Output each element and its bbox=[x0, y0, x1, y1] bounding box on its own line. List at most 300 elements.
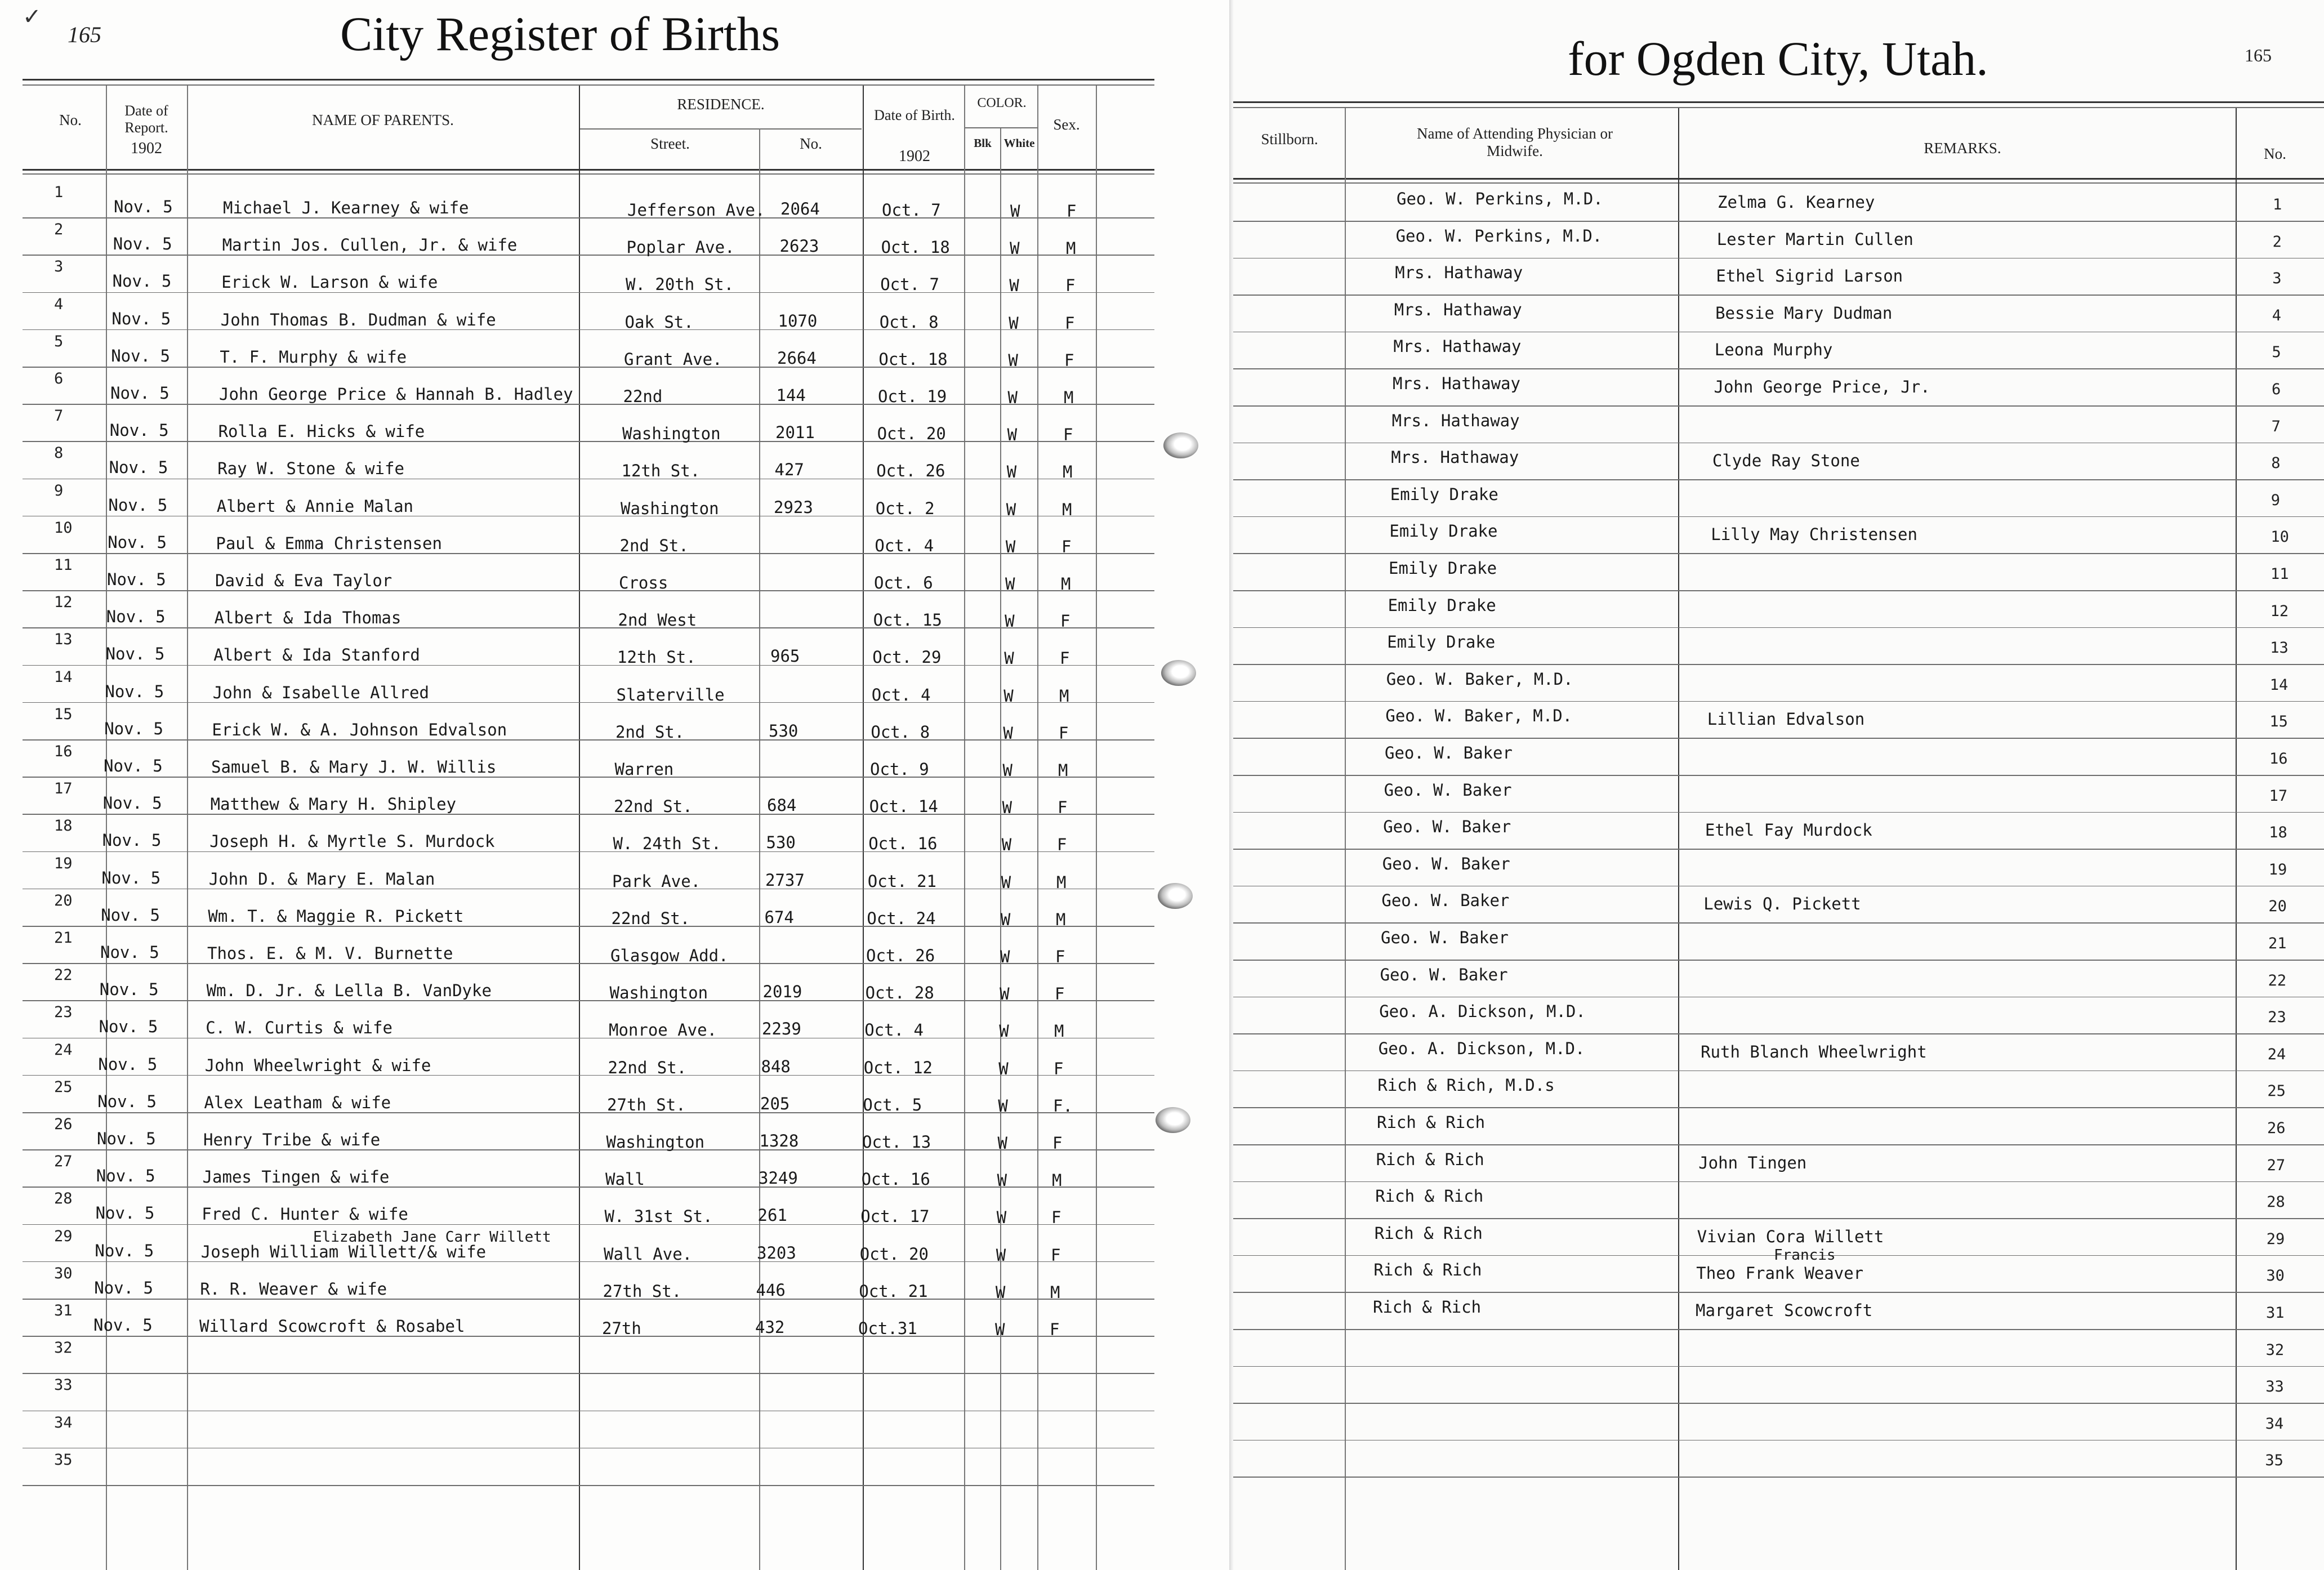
row-number: 10 bbox=[54, 519, 73, 537]
column-divider bbox=[1096, 86, 1097, 1570]
attending-physician: Geo. W. Baker bbox=[1382, 854, 1510, 873]
residence-street: Warren bbox=[614, 760, 674, 779]
header-report-year: 1902 bbox=[131, 140, 162, 157]
date-of-birth: Oct. 16 bbox=[868, 834, 938, 854]
sex-mark: M bbox=[1056, 872, 1067, 892]
right-row-number: 1 bbox=[2273, 196, 2282, 213]
residence-number: 848 bbox=[761, 1056, 791, 1076]
residence-number: 2239 bbox=[762, 1019, 801, 1039]
residence-number: 3249 bbox=[759, 1168, 798, 1188]
left-row-rule bbox=[23, 1149, 1154, 1150]
sex-mark: M bbox=[1066, 239, 1076, 258]
left-row-rule bbox=[23, 665, 1154, 666]
color-mark: W bbox=[1003, 686, 1014, 706]
check-mark-icon: ✓ bbox=[23, 4, 42, 29]
date-of-report: Nov. 5 bbox=[111, 309, 171, 328]
parents-name: Matthew & Mary H. Shipley bbox=[210, 795, 457, 814]
residence-number: 3203 bbox=[757, 1243, 796, 1263]
remarks: Theo Frank Weaver bbox=[1696, 1264, 1864, 1283]
column-divider bbox=[1345, 108, 1346, 1570]
date-of-report: Nov. 5 bbox=[114, 197, 173, 216]
residence-street: Poplar Ave. bbox=[626, 238, 735, 257]
color-mark: W bbox=[1007, 425, 1018, 445]
parents-name: Michael J. Kearney & wife bbox=[223, 198, 469, 217]
residence-number: 144 bbox=[776, 386, 806, 405]
date-of-report: Nov. 5 bbox=[99, 980, 159, 1000]
left-row-rule bbox=[23, 255, 1154, 256]
date-of-report: Nov. 5 bbox=[104, 756, 163, 775]
residence-street: Slaterville bbox=[616, 685, 725, 704]
left-row-rule bbox=[23, 1336, 1154, 1337]
attending-physician: Emily Drake bbox=[1390, 484, 1498, 504]
attending-physician: Geo. W. Baker, M.D. bbox=[1386, 669, 1573, 689]
sex-mark: F bbox=[1065, 313, 1075, 333]
row-number: 1 bbox=[54, 184, 64, 201]
attending-physician: Geo. W. Baker bbox=[1383, 817, 1511, 837]
date-of-report: Nov. 5 bbox=[111, 346, 170, 365]
attending-physician: Mrs. Hathaway bbox=[1391, 448, 1519, 467]
column-divider bbox=[964, 86, 965, 1570]
residence-street: 2nd West bbox=[618, 610, 697, 630]
row-number: 18 bbox=[54, 817, 73, 835]
residence-street: 27th bbox=[602, 1319, 641, 1338]
left-row-rule bbox=[23, 963, 1154, 964]
row-number: 19 bbox=[54, 854, 73, 872]
attending-physician: Rich & Rich, M.D.s bbox=[1377, 1076, 1555, 1095]
right-row-rule bbox=[1233, 332, 2324, 333]
color-mark: W bbox=[997, 1171, 1007, 1190]
right-page-title: for Ogden City, Utah. bbox=[1568, 32, 1988, 86]
right-row-rule bbox=[1233, 664, 2324, 665]
header-bottom-rule bbox=[23, 169, 1154, 171]
color-mark: W bbox=[1007, 388, 1018, 407]
residence-street: Oak St. bbox=[625, 312, 694, 332]
residence-number: 2737 bbox=[765, 870, 805, 890]
color-mark: W bbox=[998, 1059, 1009, 1078]
left-row-rule bbox=[23, 1261, 1154, 1263]
date-of-report: Nov. 5 bbox=[102, 831, 162, 850]
attending-physician: Mrs. Hathaway bbox=[1391, 411, 1520, 430]
remarks: Lillian Edvalson bbox=[1707, 710, 1865, 729]
row-number: 28 bbox=[54, 1190, 73, 1208]
left-row-rule bbox=[23, 1299, 1154, 1300]
row-number: 11 bbox=[54, 556, 73, 574]
right-row-number: 17 bbox=[2269, 787, 2288, 805]
right-row-rule bbox=[1233, 1218, 2324, 1219]
right-row-number: 12 bbox=[2270, 602, 2289, 620]
color-mark: W bbox=[1006, 462, 1017, 482]
sex-mark: F bbox=[1051, 1245, 1061, 1265]
residence-street: Wall Ave. bbox=[604, 1244, 693, 1264]
row-number: 15 bbox=[54, 705, 73, 723]
header-residence-number: No. bbox=[800, 135, 822, 152]
sex-mark: F bbox=[1057, 835, 1067, 855]
date-of-report: Nov. 5 bbox=[105, 644, 165, 664]
date-of-birth: Oct. 18 bbox=[881, 238, 950, 257]
date-of-report: Nov. 5 bbox=[97, 1129, 156, 1148]
left-row-rule bbox=[23, 1373, 1154, 1374]
sex-mark: F bbox=[1054, 1059, 1064, 1078]
residence-street: Jefferson Ave. bbox=[627, 200, 765, 220]
right-row-number: 15 bbox=[2269, 713, 2288, 731]
residence-number: 674 bbox=[764, 907, 794, 927]
header-remarks: REMARKS. bbox=[1924, 140, 2001, 157]
residence-street: 12th St. bbox=[621, 461, 701, 481]
sex-mark: M bbox=[1052, 1171, 1062, 1190]
right-row-rule bbox=[1233, 479, 2324, 480]
parents-name: Thos. E. & M. V. Burnette bbox=[207, 944, 453, 963]
right-row-number: 34 bbox=[2265, 1415, 2284, 1433]
parents-name: Ray W. Stone & wife bbox=[217, 459, 404, 479]
right-row-number: 16 bbox=[2269, 750, 2288, 768]
color-mark: W bbox=[1010, 202, 1020, 221]
residence-street: 12th St. bbox=[617, 648, 696, 667]
parents-name: T. F. Murphy & wife bbox=[220, 347, 407, 367]
right-row-rule bbox=[1233, 1071, 2324, 1072]
column-divider bbox=[579, 86, 580, 1570]
color-mark: W bbox=[996, 1208, 1007, 1228]
residence-number: 2011 bbox=[775, 423, 815, 443]
date-of-birth: Oct. 7 bbox=[882, 200, 941, 220]
row-number: 27 bbox=[54, 1153, 73, 1171]
right-row-number: 4 bbox=[2272, 306, 2282, 324]
attending-physician: Geo. A. Dickson, M.D. bbox=[1378, 1038, 1585, 1058]
residence-number: 1070 bbox=[778, 311, 818, 331]
row-number: 20 bbox=[54, 891, 73, 909]
attending-physician: Emily Drake bbox=[1388, 595, 1496, 615]
date-of-birth: Oct. 13 bbox=[862, 1132, 931, 1152]
right-row-rule bbox=[1233, 1477, 2324, 1478]
date-of-birth: Oct. 8 bbox=[871, 722, 930, 742]
attending-physician: Emily Drake bbox=[1387, 632, 1496, 652]
residence-number: 432 bbox=[755, 1318, 785, 1337]
header-top-rule-inner bbox=[1233, 107, 2324, 108]
date-of-birth: Oct. 6 bbox=[874, 573, 933, 592]
date-of-report: Nov. 5 bbox=[94, 1278, 153, 1297]
parents-name: James Tingen & wife bbox=[202, 1167, 390, 1187]
header-name-of-parents: NAME OF PARENTS. bbox=[312, 111, 454, 128]
residence-number: 427 bbox=[774, 460, 804, 480]
remarks: Lester Martin Cullen bbox=[1716, 229, 1913, 249]
residence-number: 205 bbox=[760, 1094, 790, 1113]
right-row-number: 3 bbox=[2272, 270, 2282, 288]
residence-number: 2664 bbox=[777, 348, 817, 368]
left-page-number: 165 bbox=[68, 22, 101, 47]
right-row-rule bbox=[1233, 775, 2324, 776]
sex-mark: M bbox=[1058, 761, 1068, 780]
color-mark: W bbox=[1001, 872, 1011, 892]
parents-name: Erick W. Larson & wife bbox=[221, 273, 438, 292]
date-of-report: Nov. 5 bbox=[108, 495, 168, 515]
parents-name: John Wheelwright & wife bbox=[204, 1055, 431, 1075]
date-of-birth: Oct. 21 bbox=[867, 871, 937, 891]
parents-name: Rolla E. Hicks & wife bbox=[218, 422, 425, 441]
attending-physician: Geo. W. Baker bbox=[1381, 891, 1510, 911]
left-row-rule bbox=[23, 702, 1154, 703]
date-of-report: Nov. 5 bbox=[100, 943, 159, 962]
header-bottom-rule-inner bbox=[1233, 182, 2324, 184]
right-row-rule bbox=[1233, 1033, 2324, 1034]
residence-number: 1328 bbox=[759, 1131, 799, 1150]
date-of-birth: Oct. 26 bbox=[876, 461, 945, 481]
date-of-report: Nov. 5 bbox=[109, 458, 168, 478]
parents-name-annotation: Elizabeth Jane Carr Willett bbox=[313, 1228, 551, 1246]
attending-physician: Rich & Rich bbox=[1377, 1113, 1486, 1132]
attending-physician: Mrs. Hathaway bbox=[1393, 337, 1522, 356]
right-row-rule bbox=[1233, 443, 2324, 444]
right-row-number: 19 bbox=[2268, 860, 2287, 878]
right-row-rule bbox=[1233, 1403, 2324, 1404]
column-divider bbox=[759, 128, 760, 1570]
date-of-report: Nov. 5 bbox=[101, 868, 161, 887]
residence-street: Cross bbox=[619, 573, 668, 592]
color-mark: W bbox=[1008, 350, 1018, 370]
left-row-rule bbox=[23, 441, 1154, 442]
right-row-rule bbox=[1233, 553, 2324, 554]
remarks: Leona Murphy bbox=[1714, 340, 1833, 360]
left-row-rule bbox=[23, 814, 1154, 815]
date-of-report: Nov. 5 bbox=[99, 1017, 158, 1037]
residence-number: 2923 bbox=[774, 497, 813, 517]
date-of-birth: Oct. 28 bbox=[865, 983, 934, 1003]
residence-street: Wall bbox=[605, 1170, 645, 1189]
column-divider bbox=[1678, 108, 1679, 1570]
date-of-birth: Oct. 5 bbox=[863, 1095, 922, 1114]
date-of-report: Nov. 5 bbox=[107, 570, 166, 589]
right-row-rule bbox=[1233, 295, 2324, 296]
left-row-rule bbox=[23, 1224, 1154, 1225]
attending-physician: Mrs. Hathaway bbox=[1395, 263, 1523, 283]
color-mark: W bbox=[1002, 761, 1012, 780]
parents-name: Willard Scowcroft & Rosabel bbox=[199, 1317, 465, 1336]
date-of-birth: Oct. 4 bbox=[864, 1020, 924, 1040]
attending-physician: Mrs. Hathaway bbox=[1394, 300, 1522, 319]
residence-street: W. 24th St. bbox=[613, 834, 721, 854]
remarks: Vivian Cora Willett bbox=[1697, 1226, 1884, 1246]
date-of-birth: Oct. 7 bbox=[880, 275, 939, 295]
residence-street: Glasgow Add. bbox=[610, 946, 729, 965]
sex-mark: F. bbox=[1053, 1096, 1073, 1116]
sex-mark: M bbox=[1050, 1282, 1060, 1302]
left-row-rule bbox=[23, 479, 1154, 480]
date-of-birth: Oct. 24 bbox=[867, 908, 936, 928]
remarks: Bessie Mary Dudman bbox=[1715, 303, 1893, 323]
row-number: 21 bbox=[54, 929, 73, 947]
right-row-number: 13 bbox=[2270, 639, 2289, 657]
row-number: 25 bbox=[54, 1078, 73, 1096]
right-row-number: 27 bbox=[2267, 1156, 2286, 1174]
parents-name: Albert & Ida Thomas bbox=[214, 608, 402, 628]
attending-physician: Emily Drake bbox=[1389, 559, 1497, 578]
left-row-rule bbox=[23, 1075, 1154, 1076]
attending-physician: Geo. W. Baker bbox=[1380, 965, 1508, 984]
right-row-rule bbox=[1233, 812, 2324, 813]
parents-name: Martin Jos. Cullen, Jr. & wife bbox=[222, 235, 518, 255]
sex-mark: F bbox=[1060, 612, 1070, 631]
date-of-birth: Oct. 4 bbox=[871, 685, 931, 704]
parents-name: Alex Leatham & wife bbox=[204, 1092, 391, 1112]
right-row-number: 30 bbox=[2266, 1267, 2285, 1285]
parents-name: Albert & Annie Malan bbox=[216, 496, 413, 516]
color-subheader-rule bbox=[965, 127, 1038, 128]
residence-street: 22nd St. bbox=[611, 908, 690, 928]
left-row-rule bbox=[23, 590, 1154, 591]
remarks: Ethel Sigrid Larson bbox=[1716, 266, 1903, 286]
parents-name: Paul & Emma Christensen bbox=[216, 533, 442, 553]
date-of-birth: Oct. 2 bbox=[875, 498, 935, 518]
date-of-birth: Oct. 9 bbox=[870, 760, 929, 779]
row-number: 5 bbox=[54, 332, 64, 350]
right-row-rule bbox=[1233, 258, 2324, 259]
header-right-no: No. bbox=[2264, 145, 2286, 162]
row-number: 31 bbox=[54, 1302, 73, 1319]
row-number: 17 bbox=[54, 780, 73, 798]
residence-number: 530 bbox=[766, 833, 796, 853]
right-row-number: 11 bbox=[2271, 565, 2289, 583]
binder-hole bbox=[1161, 660, 1196, 686]
row-number: 14 bbox=[54, 668, 73, 686]
parents-name: Samuel B. & Mary J. W. Willis bbox=[211, 757, 497, 777]
date-of-report: Nov. 5 bbox=[106, 607, 166, 627]
date-of-birth: Oct. 16 bbox=[861, 1170, 930, 1189]
left-row-rule bbox=[23, 1000, 1154, 1001]
left-row-rule bbox=[23, 627, 1154, 628]
left-row-rule bbox=[23, 1448, 1154, 1449]
left-row-rule bbox=[23, 889, 1154, 890]
parents-name: Joseph William Willett/& wife bbox=[200, 1242, 487, 1261]
sex-mark: F bbox=[1061, 537, 1072, 556]
date-of-report: Nov. 5 bbox=[96, 1166, 155, 1186]
left-page-title: City Register of Births bbox=[340, 7, 780, 61]
color-mark: W bbox=[995, 1282, 1006, 1302]
right-row-rule bbox=[1233, 738, 2324, 739]
left-row-rule bbox=[23, 1112, 1154, 1113]
row-number: 22 bbox=[54, 966, 73, 984]
sex-mark: F bbox=[1058, 798, 1068, 818]
right-row-number: 2 bbox=[2272, 233, 2282, 251]
row-number: 33 bbox=[54, 1376, 73, 1394]
residence-number: 2064 bbox=[780, 199, 820, 218]
color-mark: W bbox=[996, 1245, 1006, 1265]
remarks: John George Price, Jr. bbox=[1714, 377, 1930, 396]
residence-street: 2nd St. bbox=[615, 722, 685, 742]
left-row-rule bbox=[23, 217, 1154, 218]
date-of-birth: Oct. 4 bbox=[875, 536, 934, 555]
residence-street: 27th St. bbox=[603, 1281, 682, 1301]
color-mark: W bbox=[1006, 499, 1016, 519]
color-mark: W bbox=[1003, 723, 1013, 743]
left-row-rule bbox=[23, 1485, 1154, 1486]
row-number: 9 bbox=[54, 481, 64, 499]
header-top-rule bbox=[1233, 101, 2324, 103]
date-of-birth: Oct. 18 bbox=[878, 349, 948, 369]
color-mark: W bbox=[1000, 984, 1010, 1004]
column-divider bbox=[863, 86, 864, 1570]
column-divider bbox=[1000, 128, 1001, 1570]
date-of-birth: Oct. 19 bbox=[878, 387, 947, 406]
sex-mark: M bbox=[1061, 574, 1071, 594]
date-of-report: Nov. 5 bbox=[104, 719, 163, 738]
date-of-report: Nov. 5 bbox=[98, 1054, 158, 1074]
right-row-rule bbox=[1233, 849, 2324, 850]
header-top-rule-inner bbox=[23, 84, 1154, 86]
left-row-rule bbox=[23, 1038, 1154, 1039]
date-of-report: Nov. 5 bbox=[105, 681, 164, 701]
sex-mark: M bbox=[1062, 499, 1072, 519]
color-mark: W bbox=[1004, 649, 1014, 668]
residence-street: 22nd bbox=[623, 387, 663, 406]
sex-mark: F bbox=[1067, 202, 1077, 221]
attending-physician: Mrs. Hathaway bbox=[1393, 374, 1520, 393]
right-row-rule bbox=[1233, 516, 2324, 518]
color-mark: W bbox=[1000, 947, 1010, 966]
residence-street: 2nd St. bbox=[619, 536, 689, 555]
binder-hole bbox=[1158, 883, 1193, 909]
header-date-of-report: Date of Report. bbox=[124, 102, 168, 136]
date-of-birth: Oct. 29 bbox=[872, 648, 942, 667]
right-row-rule bbox=[1233, 590, 2324, 591]
parents-name: John George Price & Hannah B. Hadley bbox=[219, 385, 573, 404]
sex-mark: F bbox=[1052, 1134, 1063, 1153]
attending-physician: Rich & Rich bbox=[1374, 1223, 1483, 1243]
date-of-birth: Oct. 14 bbox=[869, 797, 938, 817]
date-of-birth: Oct. 20 bbox=[859, 1244, 929, 1264]
row-number: 23 bbox=[54, 1003, 73, 1022]
header-no: No. bbox=[59, 111, 82, 128]
date-of-report: Nov. 5 bbox=[97, 1091, 157, 1111]
left-row-rule bbox=[23, 516, 1154, 517]
attending-physician: Geo. W. Perkins, M.D. bbox=[1397, 189, 1603, 208]
color-mark: W bbox=[999, 1022, 1009, 1041]
row-number: 29 bbox=[54, 1227, 73, 1245]
row-number: 24 bbox=[54, 1041, 73, 1059]
parents-name: David & Eva Taylor bbox=[215, 571, 392, 590]
parents-name: John D. & Mary E. Malan bbox=[208, 869, 435, 889]
right-row-number: 32 bbox=[2265, 1341, 2285, 1359]
right-row-number: 22 bbox=[2268, 971, 2287, 989]
right-row-number: 21 bbox=[2268, 935, 2287, 952]
remarks: John Tingen bbox=[1698, 1153, 1807, 1172]
left-row-rule bbox=[23, 926, 1154, 927]
right-row-number: 31 bbox=[2266, 1304, 2285, 1322]
residence-street: Washington bbox=[606, 1132, 705, 1152]
row-number: 4 bbox=[54, 295, 64, 313]
column-divider bbox=[187, 86, 188, 1570]
row-number: 13 bbox=[54, 631, 73, 649]
right-row-number: 29 bbox=[2266, 1230, 2285, 1248]
residence-number: 261 bbox=[757, 1206, 787, 1225]
right-row-number: 9 bbox=[2271, 491, 2281, 509]
attending-physician: Rich & Rich bbox=[1373, 1297, 1482, 1317]
header-color-white: White bbox=[1003, 136, 1035, 150]
remarks: Lilly May Christensen bbox=[1711, 525, 1917, 545]
header-birth-year: 1902 bbox=[899, 148, 930, 165]
sex-mark: F bbox=[1064, 350, 1074, 370]
date-of-birth: Oct. 26 bbox=[866, 946, 935, 965]
residence-number: 530 bbox=[769, 721, 799, 741]
right-row-rule bbox=[1233, 627, 2324, 628]
column-divider bbox=[1037, 86, 1038, 1570]
sex-mark: F bbox=[1055, 947, 1065, 966]
header-bottom-rule-inner bbox=[23, 173, 1154, 175]
residence-number: 965 bbox=[770, 646, 800, 666]
parents-name: Erick W. & A. Johnson Edvalson bbox=[212, 720, 507, 739]
remarks: Zelma G. Kearney bbox=[1718, 193, 1875, 212]
right-row-number: 23 bbox=[2268, 1009, 2286, 1027]
date-of-birth: Oct. 8 bbox=[879, 312, 939, 332]
parents-name: John & Isabelle Allred bbox=[212, 683, 429, 702]
remarks-annotation: Francis bbox=[1774, 1247, 1836, 1264]
